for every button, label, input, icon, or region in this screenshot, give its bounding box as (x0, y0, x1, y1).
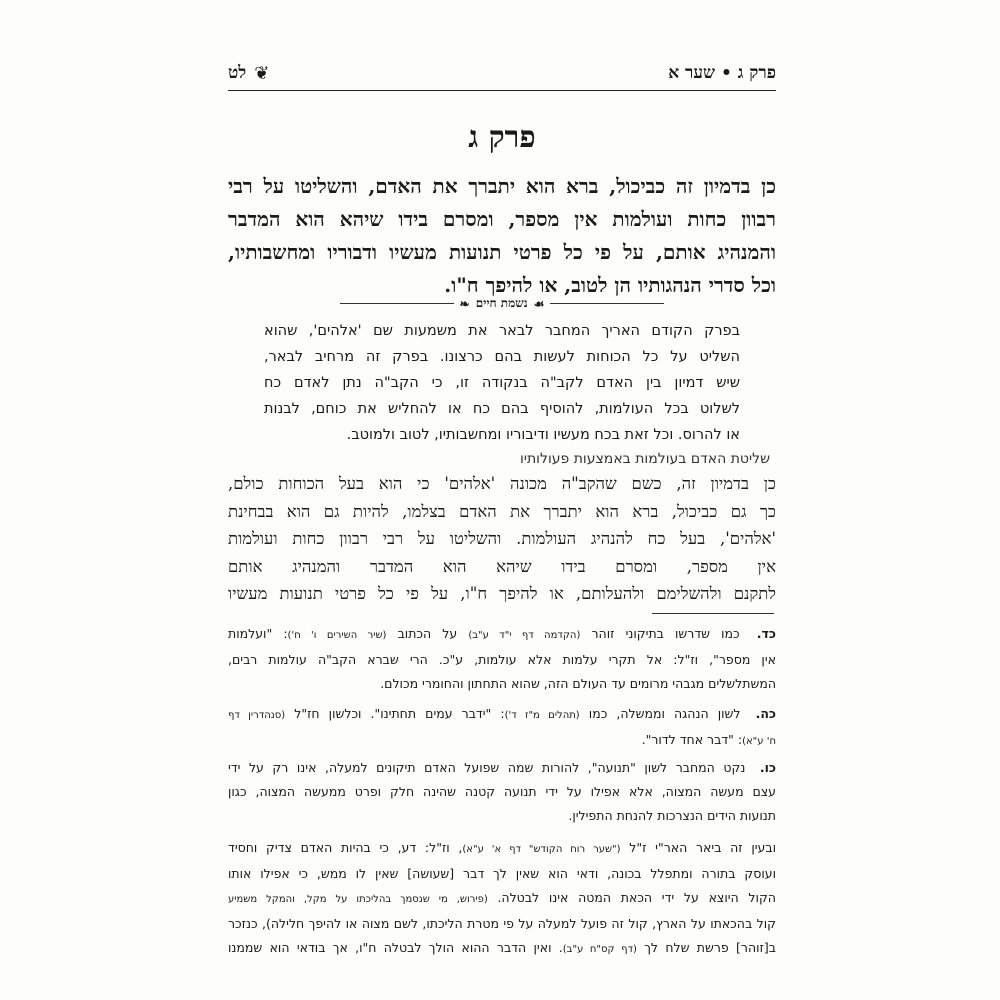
footnote-text: : "ידבר עמים תחתינו". וכלשון חז"ל (294, 706, 505, 721)
footnote-label: כו. (759, 760, 776, 775)
footnote-text: עצם מעשה המצוה, אלא אפילו על ידי תנועה קטנה שהינה חלק ופרט ממעשה המצוה, כגון (228, 784, 776, 799)
commentary-body (228, 470, 776, 608)
footnote-text: אין מספר", וז"ל: אל תקרי עלמות אלא עולמות, ע"כ. הרי שברא הקב"ה עולמות רבים, (228, 652, 776, 667)
footnote-label: כה. (755, 706, 776, 721)
intro-line: לשלוט בכל העולמות, להוסיף בהם כח או להחליש את כוחם, לבנות (264, 401, 740, 417)
footnote-text: , וז"ל: דע, כי בהיות האדם צדיק וחסיד (228, 840, 463, 855)
divider (550, 303, 664, 304)
footnote-text: תנועות הידים הנצרכות להנחת התפילין. (568, 808, 776, 823)
footnote-text: ובעין זה ביאר האר"י ז"ל (629, 840, 776, 855)
footnote-citation: (תהלים מ"ז ד') (504, 710, 580, 721)
header-page-number: לט (228, 63, 247, 83)
header-chapter-gate (668, 63, 776, 83)
footnote-text: ועוסק בתורה ומתפלל בכונה, ודאי הוא שאין לך דבר [שעושה] שאין לו ממש, כי אפילו אותו (228, 866, 776, 881)
header-ornament-icon: ❦ (254, 62, 270, 84)
footnote-text: ב[זוהר] פרשת שלח לך (644, 940, 776, 955)
footnote-text: המשתלשלים מגבהי מרומים עד העולם הזה, שהוא התחתון והחומרי מכולם. (380, 676, 776, 691)
footnote-rule (652, 613, 774, 614)
footnote-citation: ("שער רוח הקודש" דף א' ע"א) (462, 844, 621, 855)
footnote-text: . ואין הדבר ההוא הולך לבטלה ח"ו, אך בודאי הוא שממנו (228, 940, 563, 955)
commentary-name: נשמת חיים (475, 296, 528, 310)
intro-line: שיש דמיון בין האדם לקב"ה בנקודה זו, כי הקב"ה נתן לאדם כח (264, 375, 740, 391)
footnote-text: נקט המחבר לשון "תנועה", להורות שמה שפועל האדם תיקונים למעלה, אינו רק על ידי (228, 760, 746, 775)
intro-line: השליט על כל הכוחות לעשות בהם כרצונו. בפרק זה מרחיב לבאר, (264, 349, 740, 365)
body-line: כן בדמיון זה, כשם שהקב"ה מכונה 'אלהים' כי הוא בעל הכוחות כולם, (228, 474, 776, 493)
intro-paragraph (264, 318, 740, 448)
ornament-icon: ☙ (533, 296, 545, 311)
footnote (228, 622, 776, 696)
divider (340, 303, 454, 304)
commentary-heading (340, 296, 664, 311)
main-text-line: והמנהיג אותם, על פי כל פרטי תנועות מעשיו ודבוריו ומחשבותיו, (228, 240, 776, 264)
header-bullet: • (720, 63, 732, 83)
footnote-text: : "ועלמות (228, 626, 288, 641)
header-chapter: פרק ג (737, 63, 776, 83)
footnote-text: לשון הנהגה וממשלה, כמו (588, 706, 741, 721)
footnote-citation: ח' ע"א) (742, 736, 776, 747)
footnote-label: כד. (756, 626, 776, 641)
main-text-line: רבוון כחות ועולמות אין מספר, ומסרם בידו שיהא הוא המדבר (228, 207, 776, 231)
footnote-text: קול בהכאתו על הארץ, קול זה פועל למעלה על פי מטרת הליכתו, לשם מצוה או להיפך חלילה), כנזכר (228, 916, 776, 931)
footnote-text: : "דבר אחד לדור". (641, 732, 743, 747)
section-subheading: שליטת האדם בעולמות באמצעות פעולותיו (520, 451, 770, 467)
main-text-line: כן בדמיון זה כביכול, ברא הוא יתברך את האדם, והשליטו על רבי (228, 174, 776, 198)
footnote-text: על הכתוב (397, 626, 458, 641)
chapter-title: פרק ג (468, 120, 536, 155)
intro-line: או להרוס. וכל זאת בכח מעשיו ודיבוריו ומחשבותיו, לטוב ולמוטב. (346, 427, 740, 443)
footnote-text: הקול היוצא על ידי הכאת המטה אינו לבטלה. (497, 890, 776, 905)
footnote-citation: (שיר השירים ו' ח') (287, 630, 387, 641)
footnote-text: כמו שדרשו בתיקוני זוהר (591, 626, 740, 641)
body-line: לתקנם ולהשלימם ולהעלותם, או להיפך ח"ו, על פי כל פרטי תנועות מעשיו (228, 584, 776, 603)
body-line: 'אלהים', בעל כח להנהיג העולמות. והשליטו על רבי רבוון כחות ועולמות (228, 529, 776, 548)
footnote-citation: (סנהדרין דף (228, 710, 286, 721)
body-line: אין מספר, ומסרם בידו שיהא הוא המדבר והמנהיג אותם (228, 556, 776, 576)
body-line: כך גם כביכול, ברא הוא יתברך את האדם בצלמו, להיות גם הוא בבחינת (228, 501, 776, 521)
footnote (228, 756, 776, 828)
running-header (228, 58, 776, 88)
ornament-icon: ❧ (459, 296, 470, 311)
footnote (228, 702, 776, 754)
main-text-line: וכל סדרי הנהגותיו הן לטוב, או להיפך ח"ו. (444, 273, 776, 297)
footnote-citation: (דף קס"ח ע"ב) (562, 944, 637, 955)
footnote-citation: (פירוש, מי שנסמך בהליכתו על מקל, והמקל משמיע (228, 894, 488, 905)
header-rule (228, 90, 776, 91)
footnote-citation: (הקדמה דף י"ד ע"ב) (468, 630, 581, 641)
main-text (228, 170, 776, 302)
intro-line: בפרק הקודם האריך המחבר לבאר את משמעות שם 'אלהים', שהוא (264, 323, 740, 339)
footnote (228, 836, 776, 962)
header-gate: שער א (668, 63, 716, 83)
